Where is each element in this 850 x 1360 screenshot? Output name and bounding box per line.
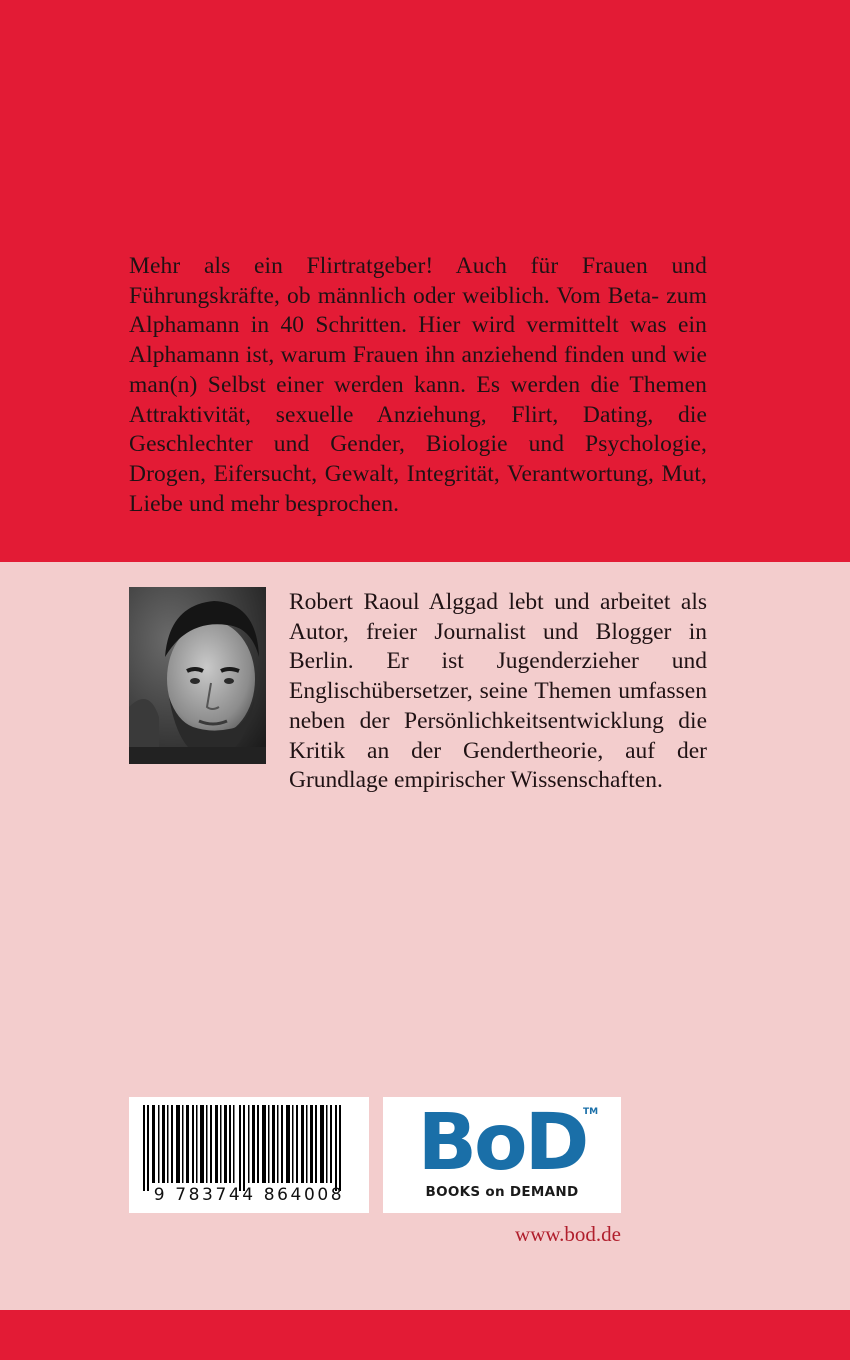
author-portrait-image (129, 587, 266, 764)
isbn-barcode (129, 1097, 369, 1213)
book-blurb: Mehr als ein Flirtratgeber! Auch für Frauen und Führungskräfte, ob männlich oder weiblich. Vom Beta- zum Alphamann in 40 Schritten. Hier wird vermittelt was ein Alphamann ist, warum Frauen ihn anziehend finden und wie man(n) Selbst einer werden kann. Es werden die Themen Attraktivität, sexuelle Anziehung, Flirt, Dating, die Geschlechter und Gender, Biologie und Psychologie, Drogen, Eifersucht, Gewalt, Integrität, Verantwortung, Mut, Liebe und mehr besprochen. (129, 253, 707, 517)
trademark-mark: TM (583, 1107, 599, 1117)
cover-footer-strip (0, 1310, 850, 1360)
publisher-logo (383, 1097, 621, 1213)
author-photo (129, 587, 266, 764)
publisher-tagline: BOOKS on DEMAND (425, 1184, 579, 1200)
isbn-number: 9 783744 864008 (153, 1185, 345, 1205)
publisher-url: www.bod.de (515, 1222, 621, 1246)
bod-logo-text: BoD (417, 1098, 587, 1188)
author-bio: Robert Raoul Alggad lebt und arbeitet als Autor, freier Journalist und Blogger in Berlin. Er ist Jugenderzieher und Englischübersetzer, seine Themen umfassen neben der Persönlichkeitsentwicklung die Kritik an der Gendertheorie, auf der Grundlage empirischer Wissenschaften. (289, 589, 707, 794)
cover-top-panel (0, 0, 850, 562)
